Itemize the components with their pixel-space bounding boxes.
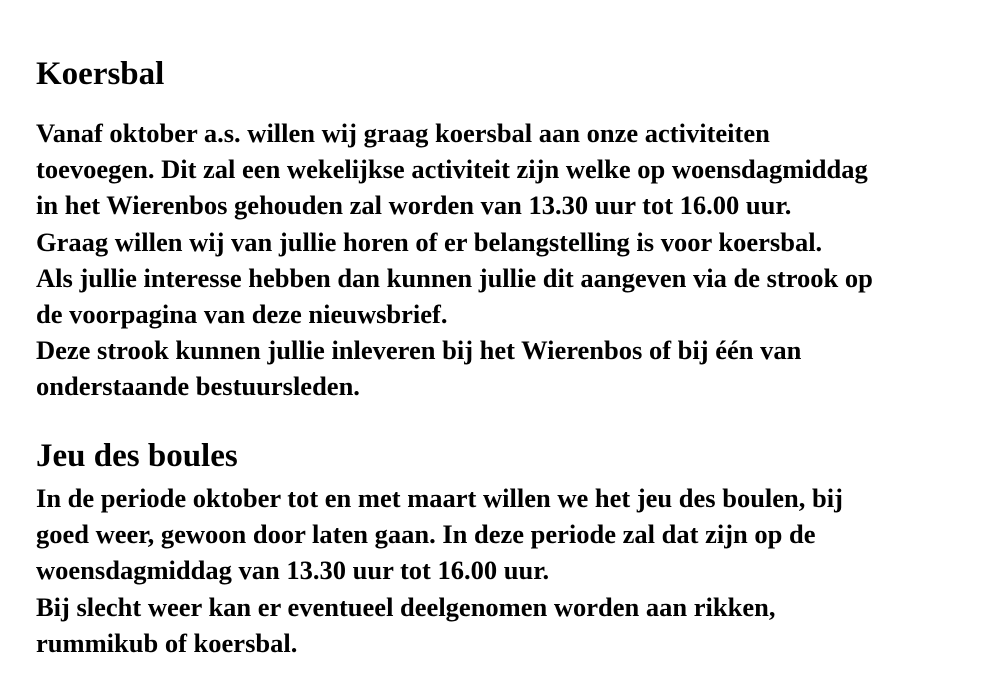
section-title-koersbal: Koersbal — [36, 56, 165, 92]
paragraph-line: Graag willen wij van jullie horen of er belangstelling is voor koersbal. — [36, 226, 823, 257]
paragraph-line: toevoegen. Dit zal een wekelijkse activiteit zijn welke op woensdagmiddag — [36, 154, 868, 185]
section-body-jeu-des-boules — [36, 480, 843, 661]
paragraph-line: goed weer, gewoon door laten gaan. In deze periode zal dat zijn op de — [36, 519, 816, 550]
paragraph-line: rummikub of koersbal. — [36, 627, 298, 658]
paragraph-line: Deze strook kunnen jullie inleveren bij het Wierenbos of bij één van — [36, 335, 802, 366]
paragraph-line: In de periode oktober tot en met maart willen we het jeu des boulen, bij — [36, 483, 843, 513]
section-body-koersbal — [36, 115, 873, 405]
section-title-jeu-des-boules: Jeu des boules — [36, 438, 238, 474]
paragraph-line: de voorpagina van deze nieuwsbrief. — [36, 299, 448, 330]
paragraph-line: in het Wierenbos gehouden zal worden van 13.30 uur tot 16.00 uur. — [36, 190, 792, 221]
paragraph-line: woensdagmiddag van 13.30 uur tot 16.00 uur. — [36, 555, 550, 586]
paragraph-line: Vanaf oktober a.s. willen wij graag koersbal aan onze activiteiten — [36, 118, 770, 148]
paragraph-line: Bij slecht weer kan er eventueel deelgenomen worden aan rikken, — [36, 591, 776, 622]
paragraph-line: Als jullie interesse hebben dan kunnen jullie dit aangeven via de strook op — [36, 262, 873, 293]
paragraph-line: onderstaande bestuursleden. — [36, 371, 360, 402]
